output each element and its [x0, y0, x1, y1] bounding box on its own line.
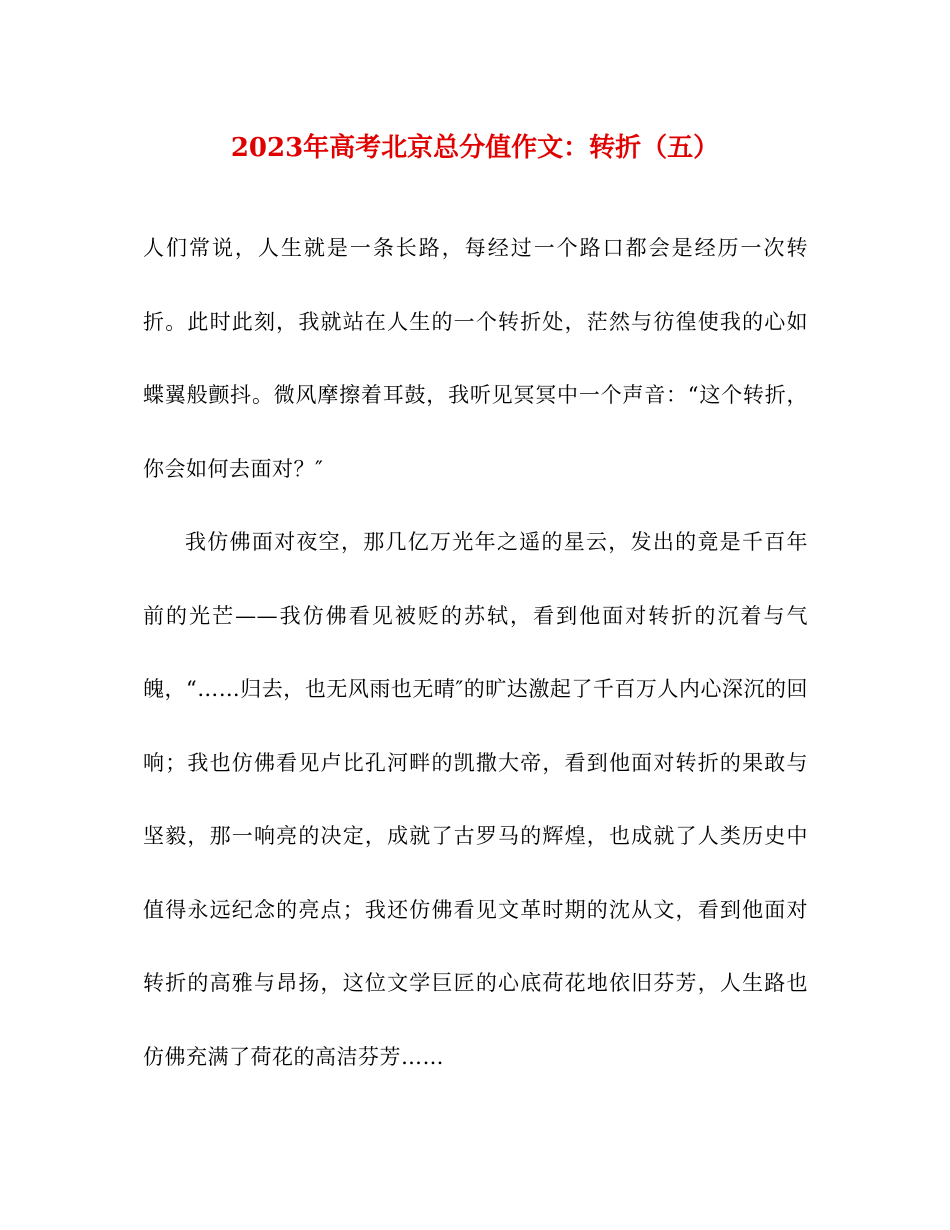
document-body: [143, 212, 808, 1094]
paragraph-2: 我仿佛面对夜空，那几亿万光年之遥的星云，发出的竟是千百年前的光芒——我仿佛看见被贬的苏轼，看到他面对转折的沉着与气魄，“……归去，也无风雨也无晴″的旷达激起了千百万人内心深沉的回响；我也仿佛看见卢比孔河畔的凯撒大帝，看到他面对转折的果敢与坚毅，那一响亮的决定，成就了古罗马的辉煌，也成就了人类历史中值得永远纪念的亮点；我还仿佛看见文革时期的沈从文，看到他面对转折的高雅与昂扬，这位文学巨匠的心底荷花地依旧芬芳，人生路也仿佛充满了荷花的高洁芬芳……: [143, 530, 808, 1069]
document-title: 2023年高考北京总分值作文：转折（五）: [230, 133, 720, 163]
paragraph-1: 人们常说，人生就是一条长路，每经过一个路口都会是经历一次转折。此时此刻，我就站在人生的一个转折处，茫然与彷徨使我的心如蝶翼般颤抖。微风摩擦着耳鼓，我听见冥冥中一个声音：“这个转折，你会如何去面对？″: [143, 236, 808, 481]
